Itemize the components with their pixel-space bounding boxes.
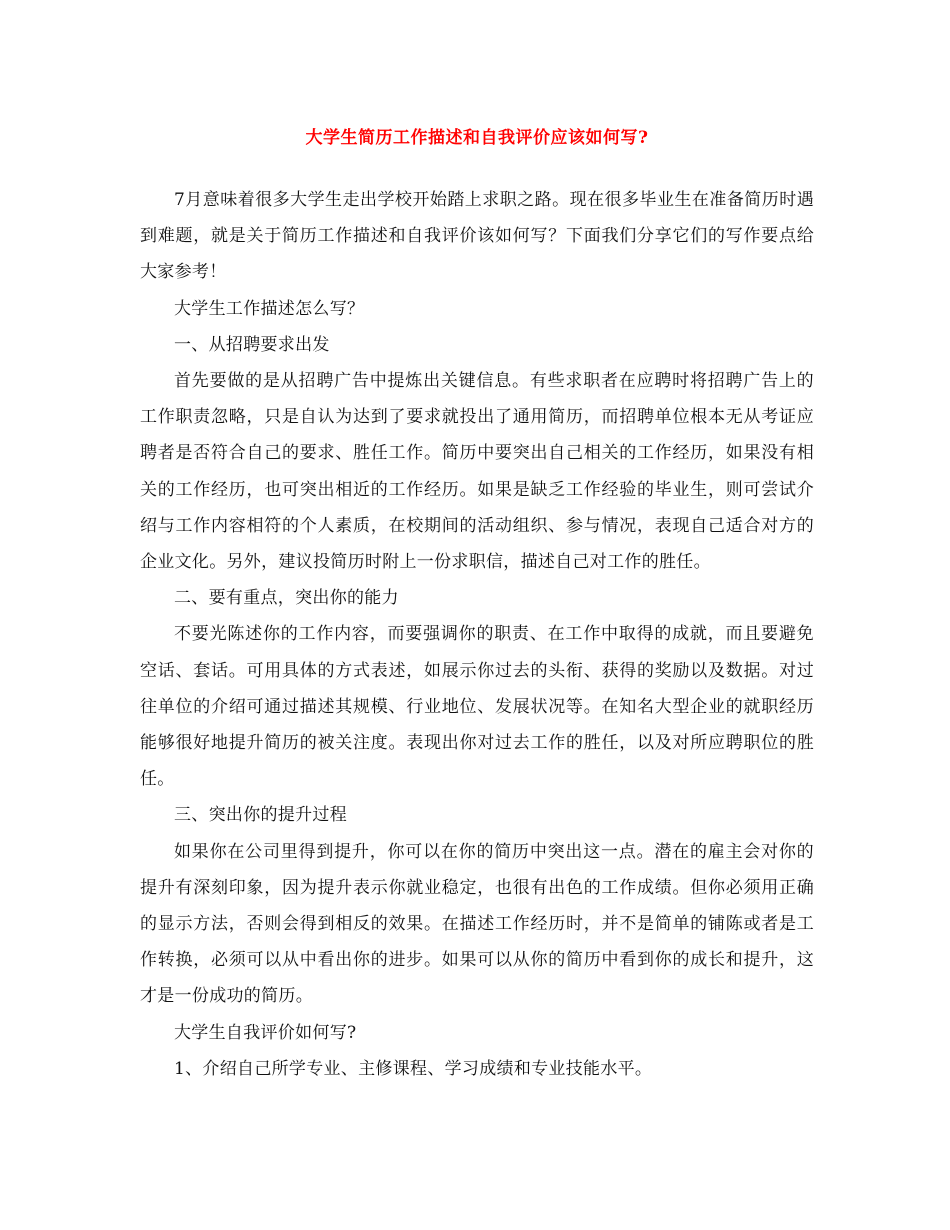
document-body <box>140 182 814 1087</box>
section-heading-work-description: 大学生工作描述怎么写？ <box>174 298 365 319</box>
document-page <box>140 124 814 1087</box>
paragraph-1: 首先要做的是从招聘广告中提炼出关键信息。有些求职者在应聘时将招聘广告上的工作职责忽略，只是自认为达到了要求就投出了通用简历，而招聘单位根本无从考证应聘者是否符合自己的要求、胜任工作。简历中要突出自己相关的工作经历，如果没有相关的工作经历，也可突出相近的工作经历。如果是缺乏工作经验的毕业生，则可尝试介绍与工作内容相符的个人素质，在校期间的活动组织、参与情况，表现自己适合对方的企业文化。另外，建议投简历时附上一份求职信，描述自己对工作的胜任。 <box>140 371 814 573</box>
subheading-1: 一、从招聘要求出发 <box>174 334 330 355</box>
paragraph-3: 如果你在公司里得到提升，你可以在你的简历中突出这一点。潜在的雇主会对你的提升有深刻印象，因为提升表示你就业稳定，也很有出色的工作成绩。但你必须用正确的显示方法，否则会得到相反的效果。在描述工作经历时，并不是简单的铺陈或者是工作转换，必须可以从中看出你的进步。如果可以从你的简历中看到你的成长和提升，这才是一份成功的简历。 <box>140 841 814 1007</box>
paragraph-2: 不要光陈述你的工作内容，而要强调你的职责、在工作中取得的成就，而且要避免空话、套话。可用具体的方式表述，如展示你过去的头衔、获得的奖励以及数据。对过往单位的介绍可通过描述其规模、行业地位、发展状况等。在知名大型企业的就职经历能够很好地提升简历的被关注度。表现出你对过去工作的胜任，以及对所应聘职位的胜任。 <box>140 624 814 790</box>
section-heading-self-evaluation: 大学生自我评价如何写? <box>174 1022 357 1043</box>
list-item-1: 1、介绍自己所学专业、主修课程、学习成绩和专业技能水平。 <box>174 1058 653 1079</box>
subheading-2: 二、要有重点，突出你的能力 <box>174 588 399 609</box>
document-title: 大学生简历工作描述和自我评价应该如何写? <box>305 128 649 148</box>
paragraph-intro: 7月意味着很多大学生走出学校开始踏上求职之路。现在很多毕业生在准备简历时遇到难题，就是关于简历工作描述和自我评价该如何写？下面我们分享它们的写作要点给大家参考！ <box>140 190 814 283</box>
subheading-3: 三、突出你的提升过程 <box>174 805 347 826</box>
